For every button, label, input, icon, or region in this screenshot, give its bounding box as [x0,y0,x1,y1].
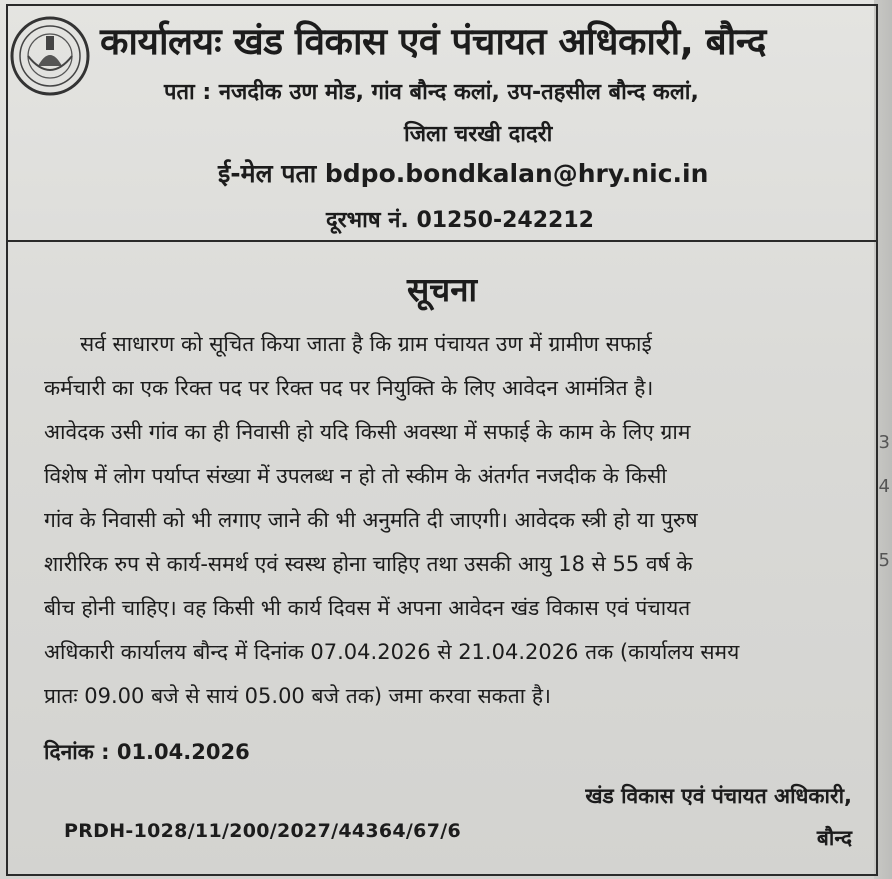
notice-text-line: कर्मचारी का एक रिक्त पद पर रिक्त पद पर नियुक्ति के लिए आवेदन आमंत्रित है। [44,376,654,400]
notice-text-line: सर्व साधारण को सूचित किया जाता है कि ग्राम पंचायत उण में ग्रामीण सफाई [80,332,652,356]
notice-text-line: अधिकारी कार्यालय बौन्द में दिनांक 07.04.2026 से 21.04.2026 तक (कार्यालय समय [44,640,740,664]
phone-line: दूरभाष नं. 01250-242212 [326,208,594,233]
notice-text-line: विशेष में लोग पर्याप्त संख्या में उपलब्ध न हो तो स्कीम के अंतर्गत नजदीक के किसी [44,464,667,488]
notice-text-line: गांव के निवासी को भी लगाए जाने की भी अनुमति दी जाएगी। आवेदक स्त्री हो या पुरुष [44,508,698,532]
notice-header [8,6,876,242]
reference-number: PRDH-1028/11/200/2027/44364/67/6 [64,820,461,842]
notice-date: दिनांक : 01.04.2026 [44,740,250,764]
public-notice-box [6,4,878,876]
address-line: पता : नजदीक उण मोड, गांव बौन्द कलां, उप-तहसील बौन्द कलां, [164,80,699,105]
edge-digit: 5 [878,550,890,571]
notice-text-line: प्रातः 09.00 बजे से सायं 05.00 बजे तक) जमा करवा सकता है। [44,684,551,708]
signatory-title: खंड विकास एवं पंचायत अधिकारी, [585,784,852,808]
office-title: कार्यालयः खंड विकास एवं पंचायत अधिकारी, बौन्द [100,20,766,63]
notice-body [8,242,876,874]
signatory-location: बौन्द [816,826,852,850]
notice-text-line: बीच होनी चाहिए। वह किसी भी कार्य दिवस में अपना आवेदन खंड विकास एवं पंचायत [44,596,691,620]
district-line: जिला चरखी दादरी [404,122,553,147]
email-line: ई-मेल पता bdpo.bondkalan@hry.nic.in [218,159,709,188]
edge-digit: 4 [878,476,890,497]
notice-text-line: शारीरिक रुप से कार्य-समर्थ एवं स्वस्थ होना चाहिए तथा उसकी आयु 18 से 55 वर्ष के [44,552,693,576]
notice-heading: सूचना [406,270,478,309]
haryana-emblem-icon [8,14,92,98]
notice-text-line: आवेदक उसी गांव का ही निवासी हो यदि किसी अवस्था में सफाई के काम के लिए ग्राम [44,420,691,444]
edge-digit: 3 [878,432,890,453]
